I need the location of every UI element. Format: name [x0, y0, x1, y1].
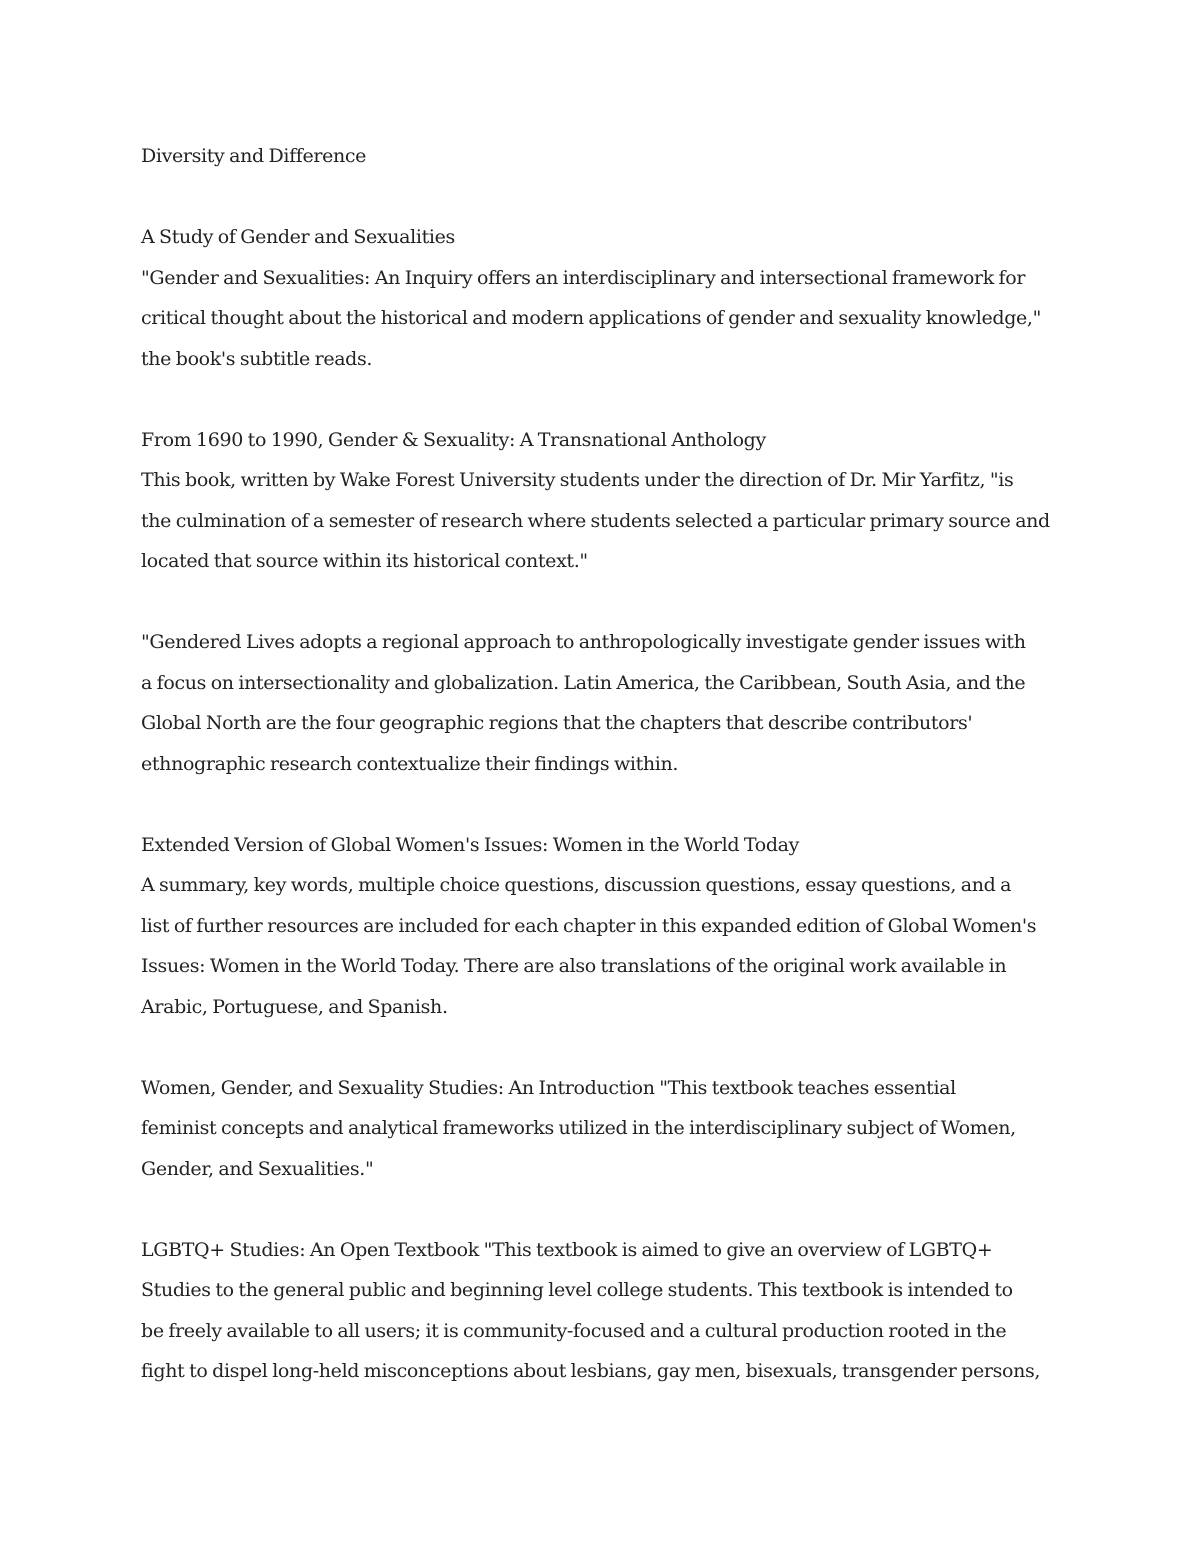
- section-transnational-anthology: [141, 420, 1071, 582]
- paragraph-spacer: [141, 177, 1071, 218]
- document-title: Diversity and Difference: [141, 145, 367, 167]
- text-line: fight to dispel long-held misconceptions about lesbians, gay men, bisexuals, transgender persons,: [141, 1360, 1041, 1382]
- text-line: Gender, and Sexualities.": [141, 1157, 374, 1180]
- text-line: Studies to the general public and beginning level college students. This textbook is intended to: [141, 1279, 1013, 1301]
- section-lgbtq-studies: [141, 1230, 1071, 1392]
- text-line: a focus on intersectionality and globalization. Latin America, the Caribbean, South Asia, and the: [141, 671, 1026, 694]
- text-line: be freely available to all users; it is community-focused and a cultural production rooted in the: [141, 1319, 1007, 1342]
- section-global-womens-issues: [141, 825, 1071, 1028]
- section-gendered-lives: [141, 622, 1071, 784]
- section-heading: From 1690 to 1990, Gender & Sexuality: A Transnational Anthology: [141, 428, 766, 451]
- section-heading: A Study of Gender and Sexualities: [141, 226, 455, 248]
- text-line: critical thought about the historical and modern applications of gender and sexuality knowledge,": [141, 307, 1041, 329]
- text-line: feminist concepts and analytical frameworks utilized in the interdisciplinary subject of Women,: [141, 1117, 1016, 1139]
- section-heading: Extended Version of Global Women's Issues: Women in the World Today: [141, 833, 800, 856]
- text-line: ethnographic research contextualize their findings within.: [141, 752, 679, 775]
- text-line: Women, Gender, and Sexuality Studies: An Introduction "This textbook teaches essential: [141, 1076, 956, 1099]
- text-line: A summary, key words, multiple choice questions, discussion questions, essay questions, and a: [141, 874, 1012, 896]
- text-line: the book's subtitle reads.: [141, 347, 373, 370]
- paragraph-spacer: [141, 784, 1071, 825]
- text-line: LGBTQ+ Studies: An Open Textbook "This textbook is aimed to give an overview of LGBTQ+: [141, 1238, 993, 1261]
- text-line: the culmination of a semester of research where students selected a particular primary source and: [141, 509, 1050, 532]
- section-wgss-introduction: [141, 1068, 1071, 1190]
- paragraph-spacer: [141, 1189, 1071, 1230]
- text-line: Global North are the four geographic regions that the chapters that describe contributors': [141, 712, 973, 734]
- text-line: This book, written by Wake Forest University students under the direction of Dr. Mir Yarfitz, "is: [141, 469, 1014, 491]
- paragraph-spacer: [141, 582, 1071, 623]
- text-line: list of further resources are included for each chapter in this expanded edition of Global Women's: [141, 914, 1037, 937]
- text-line: located that source within its historical context.": [141, 550, 588, 572]
- text-line: "Gender and Sexualities: An Inquiry offers an interdisciplinary and intersectional framework for: [141, 266, 1026, 289]
- paragraph-spacer: [141, 1027, 1071, 1068]
- text-line: Arabic, Portuguese, and Spanish.: [141, 995, 448, 1018]
- text-line: Issues: Women in the World Today. There are also translations of the original work available in: [141, 955, 1007, 977]
- paragraph-spacer: [141, 379, 1071, 420]
- section-gender-and-sexualities: [141, 217, 1071, 379]
- text-line: "Gendered Lives adopts a regional approach to anthropologically investigate gender issues with: [141, 631, 1026, 653]
- document-body: [141, 136, 1071, 1392]
